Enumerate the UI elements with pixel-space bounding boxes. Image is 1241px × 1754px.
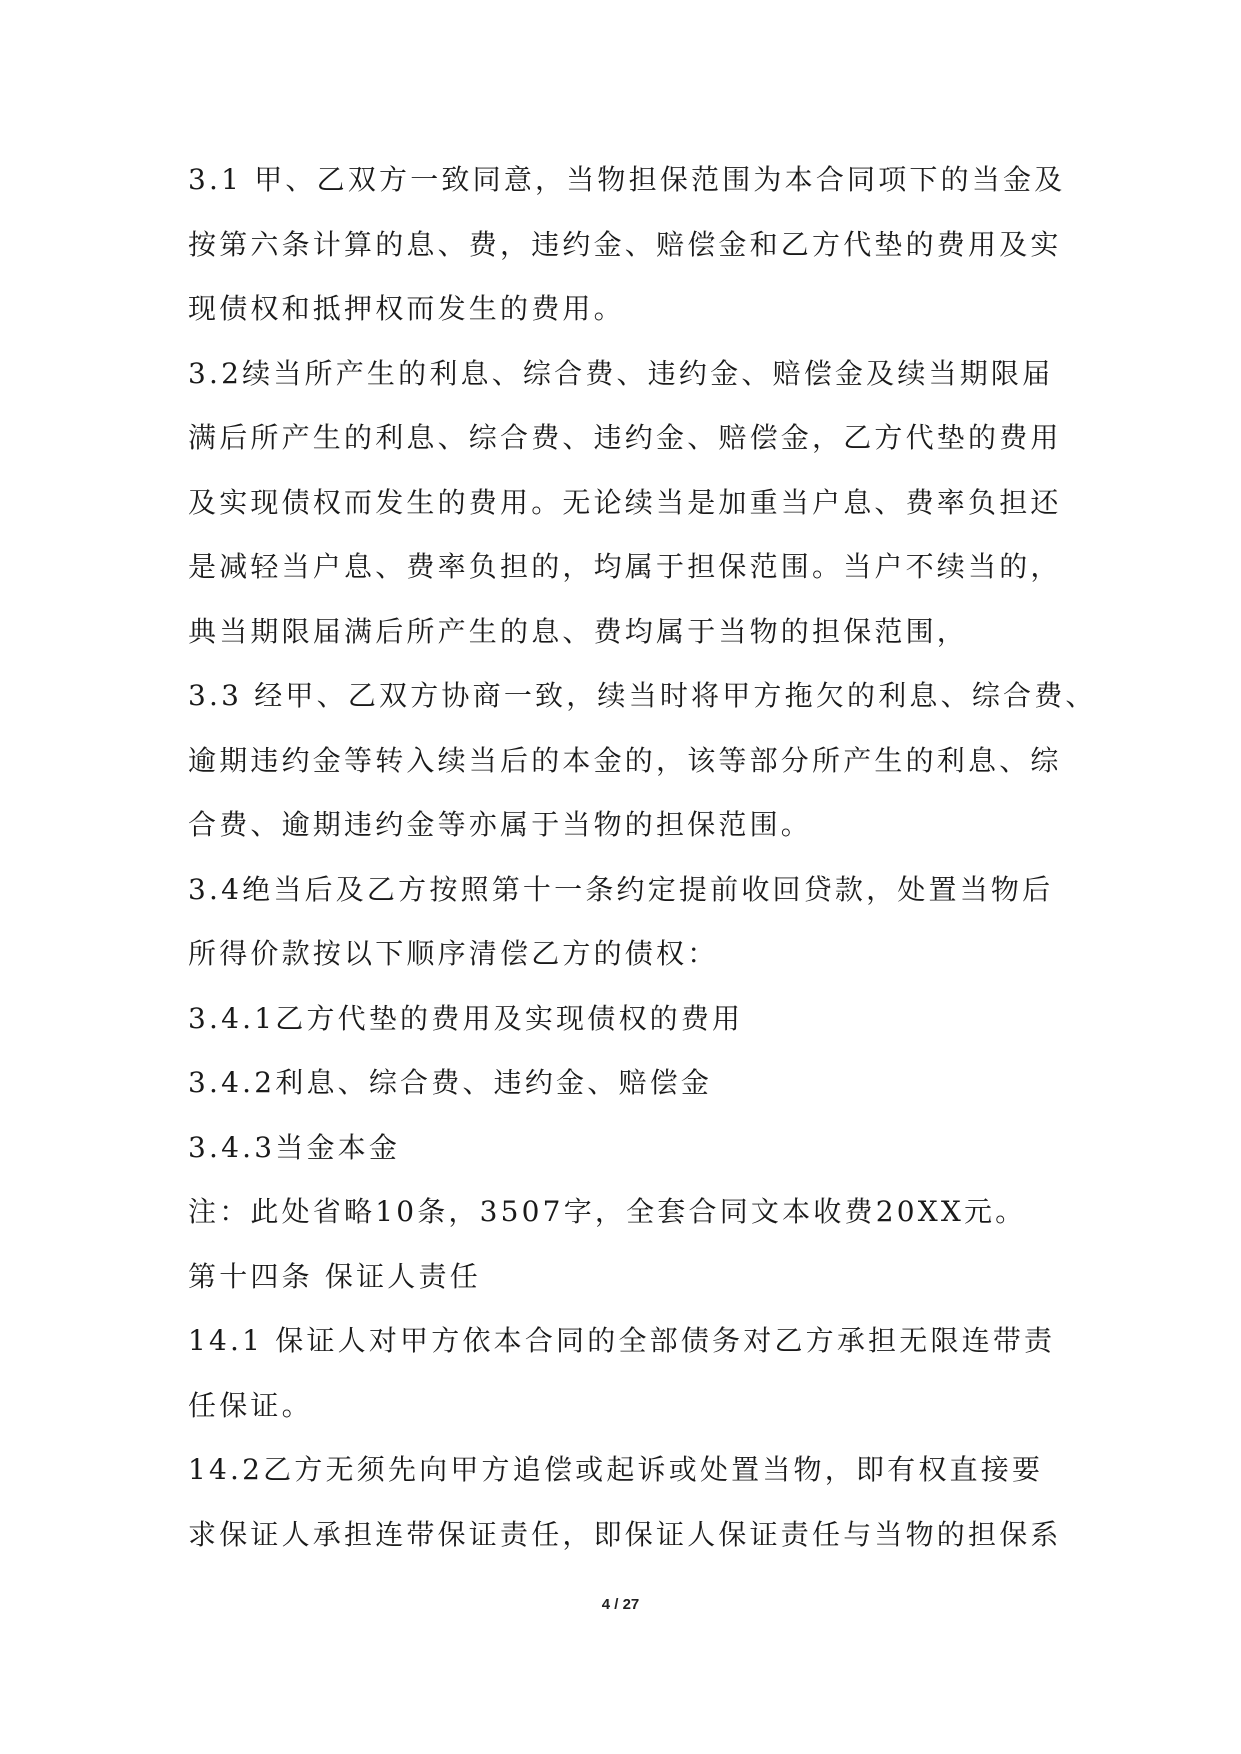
clause-3-2-line-5: 典当期限届满后所产生的息、费均属于当物的担保范围， (188, 614, 969, 648)
clause-3-3-line-3: 合费、逾期违约金等亦属于当物的担保范围。 (188, 808, 813, 841)
clause-3-4-3: 3.4.3当金本金 (188, 1130, 401, 1164)
clause-3-2-line-3: 及实现债权而发生的费用。无论续当是加重当户息、费率负担还 (188, 485, 1062, 519)
clause-3-4-line-2: 所得价款按以下顺序清偿乙方的债权： (188, 937, 719, 970)
clause-3-2-line-1: 3.2续当所产生的利息、综合费、违约金、赔偿金及续当期限届 (188, 356, 1054, 390)
clause-3-1-line-2: 按第六条计算的息、费，违约金、赔偿金和乙方代垫的费用及实 (188, 227, 1062, 261)
clause-3-2-line-4: 是减轻当户息、费率负担的，均属于担保范围。当户不续当的， (188, 550, 1062, 583)
clause-3-3-line-1: 3.3 经甲、乙双方协商一致，续当时将甲方拖欠的利息、综合费、 (188, 679, 1097, 712)
clause-14-2-line-1: 14.2乙方无须先向甲方追偿或起诉或处置当物，即有权直接要 (188, 1453, 1044, 1486)
clause-14-1-line-1: 14.1 保证人对甲方依本合同的全部债务对乙方承担无限连带责 (188, 1324, 1056, 1357)
clause-3-3-line-2: 逾期违约金等转入续当后的本金的，该等部分所产生的利息、综 (188, 743, 1062, 777)
clause-3-4-2: 3.4.2利息、综合费、违约金、赔偿金 (188, 1066, 713, 1099)
article-14-heading: 第十四条 保证人责任 (188, 1259, 481, 1293)
clause-3-2-line-2: 满后所产生的利息、综合费、违约金、赔偿金，乙方代垫的费用 (188, 421, 1062, 454)
omission-note: 注：此处省略10条，3507字，全套合同文本收费20XX元。 (188, 1195, 1027, 1228)
page-number: 4 / 27 (601, 1596, 640, 1613)
clause-3-1-line-3: 现债权和抵押权而发生的费用。 (188, 292, 625, 325)
clause-3-1-line-1: 3.1 甲、乙双方一致同意，当物担保范围为本合同项下的当金及 (188, 163, 1066, 196)
clause-3-4-line-1: 3.4绝当后及乙方按照第十一条约定提前收回贷款，处置当物后 (188, 872, 1054, 906)
document-body (188, 148, 1097, 1567)
clause-14-2-line-2: 求保证人承担连带保证责任，即保证人保证责任与当物的担保系 (188, 1517, 1062, 1551)
clause-14-1-line-2: 任保证。 (188, 1388, 313, 1422)
clause-3-4-1: 3.4.1乙方代垫的费用及实现债权的费用 (188, 1001, 744, 1035)
